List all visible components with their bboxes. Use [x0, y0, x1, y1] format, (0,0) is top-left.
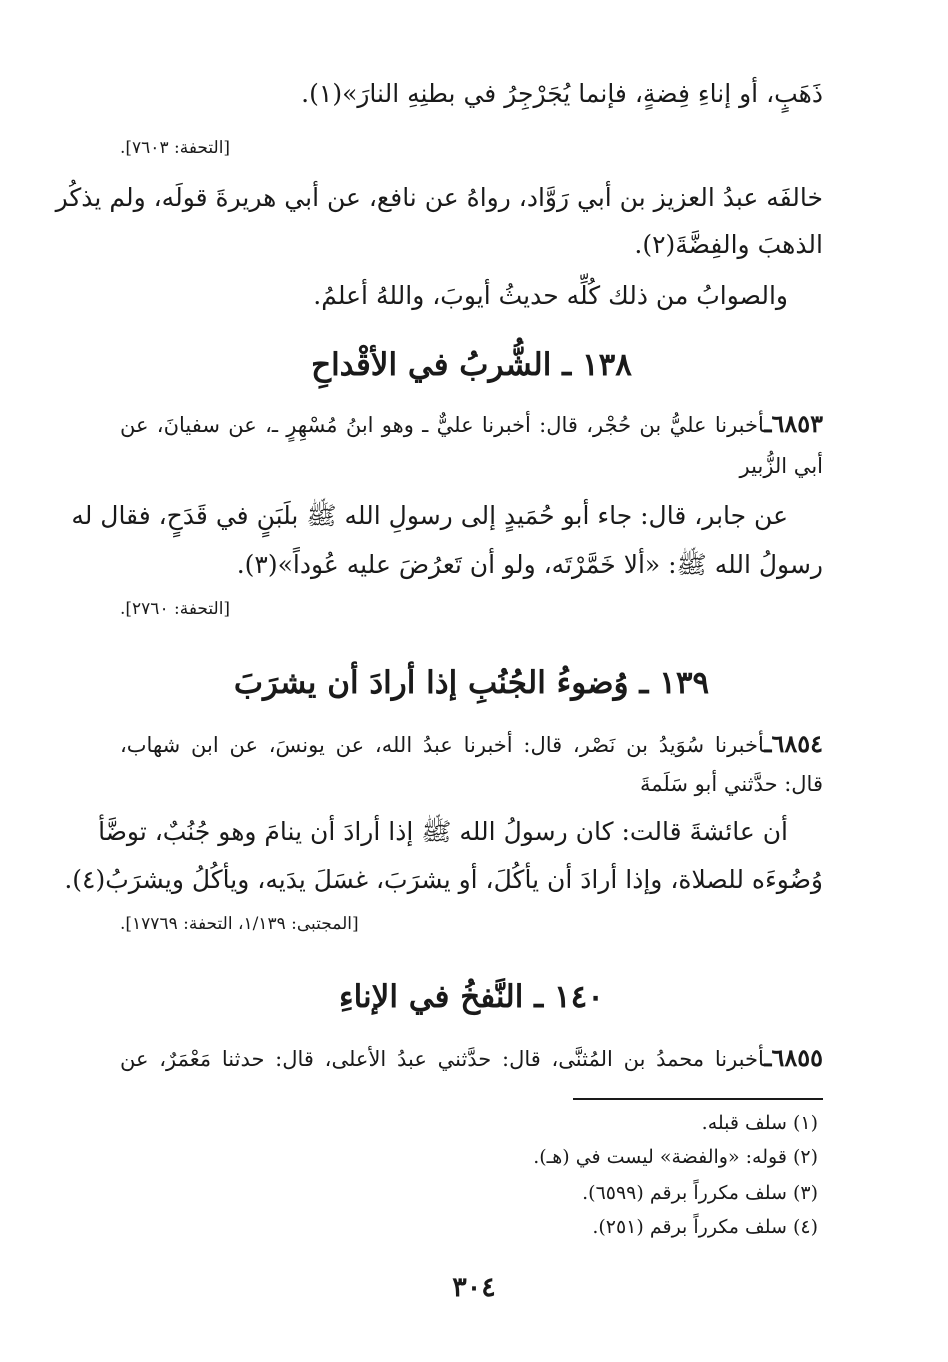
hadith-number: ٦٨٥٣ـ	[764, 409, 823, 438]
section-heading: ١٣٨ ـ الشُّربُ في الأقْداحِ	[311, 347, 632, 383]
isnad-text: أخبرنا عليُّ بن حُجْر، قال: أخبرنا عليٌّ ـ وهو ابنُ مُسْهِرٍ ـ، عن سفيانَ، عن	[120, 413, 765, 437]
reference-note	[120, 912, 823, 936]
footnote: (١) سلف قبله.	[701, 1112, 818, 1134]
matn-line: عن جابر، قال: جاء أبو حُمَيدٍ إلى رسولِ الله ﷺ بلَبَنٍ في قَدَحٍ، فقال له	[71, 501, 788, 530]
matn-line: رسولُ الله ﷺ: «ألا خَمَّرْتَه، ولو أن تَعرُضَ عليه عُوداً»(٣).	[236, 550, 823, 579]
isnad-line: أبي الزُّبير	[739, 454, 823, 478]
hadith-number: ٦٨٥٤ـ	[764, 729, 823, 758]
reference-text: [التحفة: ٧٦٠٣].	[120, 138, 231, 158]
text-line: خالفَه عبدُ العزيز بن أبي رَوَّاد، رواهُ عن نافع، عن أبي هريرةَ قولَه، ولم يذكُر	[55, 183, 823, 212]
isnad-line	[120, 726, 823, 763]
reference-note	[120, 136, 823, 160]
isnad-line	[120, 406, 823, 443]
footnote: (٢) قوله: «والفضة» ليست في (هـ).	[533, 1146, 818, 1168]
hadith-number: ٦٨٥٥ـ	[764, 1043, 823, 1072]
text-line: ذَهَبٍ، أو إناءِ فِضةٍ، فإنما يُجَرْجِرُ في بطنِهِ النارَ»(١).	[301, 79, 823, 108]
isnad-line: قال: حدَّثني أبو سَلَمةَ	[640, 772, 823, 796]
reference-note	[120, 597, 823, 621]
text-line: والصوابُ من ذلك كُلِّه حديثُ أيوبَ، واللهُ أعلمُ.	[313, 281, 788, 310]
reference-text: [المجتبى: ١/١٣٩، التحفة: ١٧٧٦٩].	[120, 914, 359, 934]
section-heading: ١٤٠ ـ النَّفخُ في الإناءِ	[339, 979, 604, 1015]
isnad-text: أخبرنا سُوَيدُ بن نَصْر، قال: أخبرنا عبدُ الله، عن يونسَ، عن ابن شهاب،	[120, 733, 765, 757]
text-line: الذهبَ والفِضَّةَ(٢).	[634, 230, 823, 259]
isnad-text: أخبرنا محمدُ بن المُثنَّى، قال: حدَّثني عبدُ الأعلى، قال: حدثنا مَعْمَرٌ، عن	[120, 1047, 765, 1071]
reference-text: [التحفة: ٢٧٦٠].	[120, 599, 231, 619]
footnote-divider	[573, 1098, 823, 1100]
matn-line: وُضُوءَه للصلاة، وإذا أرادَ أن يأكُلَ، أو يشرَبَ، غسَلَ يدَيه، ويأكُلُ ويشرَبُ(٤).	[64, 865, 823, 894]
page-number: ٣٠٤	[452, 1272, 496, 1303]
footnote: (٣) سلف مكرراً برقم (٦٥٩٩).	[582, 1182, 818, 1204]
footnote: (٤) سلف مكرراً برقم (٢٥١).	[592, 1216, 818, 1238]
matn-line: أن عائشةَ قالت: كان رسولُ الله ﷺ إذا أرادَ أن ينامَ وهو جُنُبٌ، توضَّأ	[98, 817, 788, 846]
isnad-line	[120, 1040, 823, 1077]
section-heading: ١٣٩ ـ وُضوءُ الجُنُبِ إذا أرادَ أن يشرَبَ	[233, 665, 710, 701]
